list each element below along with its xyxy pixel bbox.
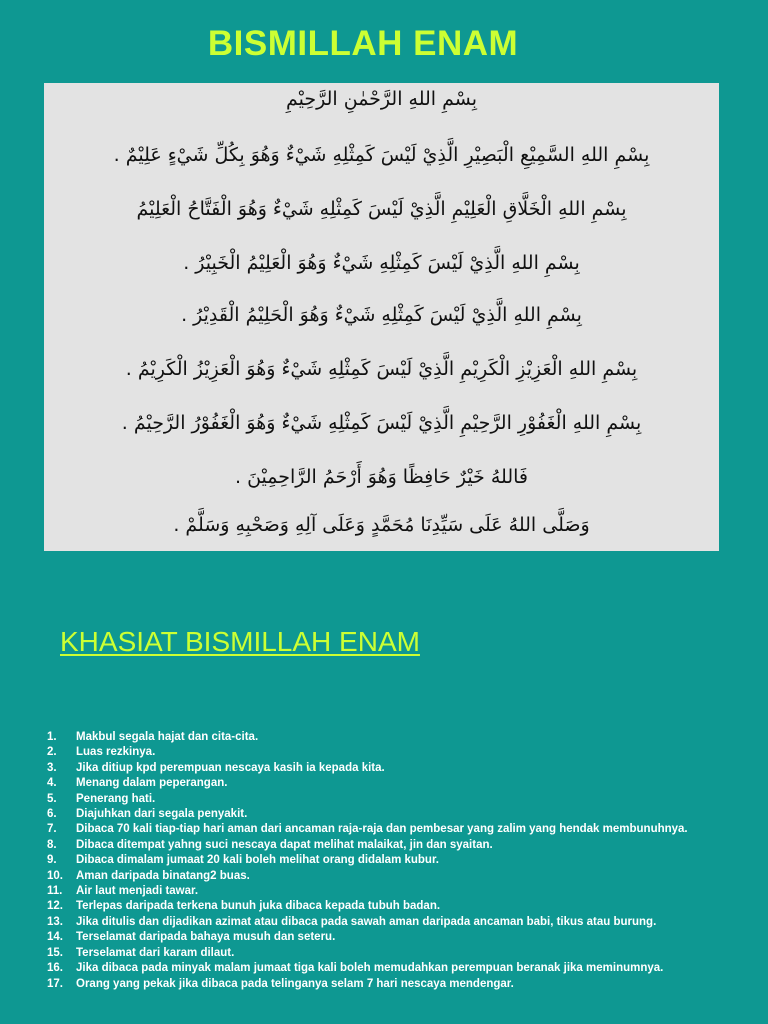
- list-item-text: Dibaca 70 kali tiap-tiap hari aman dari ancaman raja-raja dan pembesar yang zalim yang hendak membunuhnya.: [76, 823, 688, 836]
- list-item-number: 8.: [47, 838, 57, 851]
- arabic-text-box: [44, 83, 719, 551]
- list-item: [0, 930, 768, 945]
- arabic-line-1: بِسْمِ اللهِ السَّمِيْعِ الْبَصِيْرِ الَّذِيْ لَيْسَ كَمِثْلِهِ شَيْءٌ وَهُوَ بِكُلِّ شَيْءٍ عَلِيْمٌ .: [113, 144, 650, 166]
- list-item-number: 15.: [47, 946, 63, 959]
- list-item-number: 3.: [47, 761, 57, 774]
- list-item-text: Jika ditiup kpd perempuan nescaya kasih ia kepada kita.: [76, 761, 385, 774]
- arabic-line-2: بِسْمِ اللهِ الْخَلَّاقِ الْعَلِيْمِ الَّذِيْ لَيْسَ كَمِثْلِهِ شَيْءٌ وَهُوَ الْفَتَّاحُ الْعَلِيْمُ: [136, 198, 627, 220]
- list-item: [0, 961, 768, 976]
- list-item-text: Luas rezkinya.: [76, 746, 156, 759]
- list-item-number: 1.: [47, 731, 57, 743]
- list-item-number: 5.: [47, 792, 57, 805]
- arabic-line-7: فَاللهُ خَيْرٌ حَافِظًا وَهُوَ أَرْحَمُ الرَّاحِمِيْنَ .: [235, 466, 528, 488]
- list-item-text: Aman daripada binatang2 buas.: [76, 869, 250, 882]
- list-item-text: Diajuhkan dari segala penyakit.: [76, 808, 248, 821]
- list-item-number: 9.: [47, 854, 57, 867]
- list-item-number: 14.: [47, 931, 63, 944]
- list-item-text: Terlepas daripada terkena bunuh juka dibaca kepada tubuh badan.: [76, 900, 441, 913]
- list-item: [0, 884, 768, 899]
- arabic-line-3: بِسْمِ اللهِ الَّذِيْ لَيْسَ كَمِثْلِهِ شَيْءٌ وَهُوَ الْعَلِيْمُ الْخَبِيْرُ .: [183, 252, 580, 274]
- list-item: [0, 776, 768, 791]
- list-item-text: Jika ditulis dan dijadikan azimat atau dibaca pada sawah aman daripada ancaman babi, tikus atau burung.: [76, 915, 657, 928]
- arabic-line-basmalah: بِسْمِ اللهِ الرَّحْمٰنِ الرَّحِيْمِ: [286, 88, 477, 110]
- list-item-text: Orang yang pekak jika dibaca pada telinganya selam 7 hari nescaya mendengar.: [76, 977, 514, 990]
- list-item: [0, 807, 768, 822]
- list-item: [0, 745, 768, 760]
- list-item: [0, 946, 768, 961]
- list-item: [0, 822, 768, 837]
- section-subtitle: KHASIAT BISMILLAH ENAM: [60, 626, 420, 657]
- list-item: [0, 915, 768, 930]
- list-item-text: Makbul segala hajat dan cita-cita.: [76, 731, 259, 743]
- list-item-text: Terselamat dari karam dilaut.: [76, 946, 235, 959]
- list-item-number: 17.: [47, 977, 63, 990]
- list-item-text: Air laut menjadi tawar.: [76, 885, 199, 898]
- list-item-number: 12.: [47, 900, 63, 913]
- list-item-text: Menang dalam peperangan.: [76, 777, 228, 790]
- list-item: [0, 869, 768, 884]
- list-item-text: Dibaca ditempat yahng suci nescaya dapat melihat malaikat, jin dan syaitan.: [76, 838, 493, 851]
- list-item-number: 16.: [47, 962, 63, 975]
- list-item: [0, 838, 768, 853]
- list-item-text: Terselamat daripada bahaya musuh dan seteru.: [76, 931, 336, 944]
- list-item: [0, 853, 768, 868]
- list-item: [0, 899, 768, 914]
- list-item-text: Penerang hati.: [76, 792, 156, 805]
- list-item-number: 2.: [47, 746, 57, 759]
- list-item: [0, 730, 768, 745]
- list-item: [0, 792, 768, 807]
- list-item-text: Jika dibaca pada minyak malam jumaat tiga kali boleh memudahkan perempuan beranak jika meminumnya.: [76, 962, 664, 975]
- khasiat-list: [0, 730, 768, 992]
- list-item: [0, 977, 768, 992]
- list-item-number: 10.: [47, 869, 63, 882]
- list-item-number: 4.: [47, 777, 57, 790]
- arabic-line-5: بِسْمِ اللهِ الْعَزِيْزِ الْكَرِيْمِ الَّذِيْ لَيْسَ كَمِثْلِهِ شَيْءٌ وَهُوَ الْعَزِيْزُ الْكَرِيْمُ .: [125, 358, 638, 380]
- list-item-number: 13.: [47, 915, 63, 928]
- page-title: BISMILLAH ENAM: [207, 24, 519, 63]
- list-item-text: Dibaca dimalam jumaat 20 kali boleh melihat orang didalam kubur.: [76, 854, 439, 867]
- list-item-number: 11.: [47, 885, 63, 898]
- arabic-line-8: وَصَلَّى اللهُ عَلَى سَيِّدِنَا مُحَمَّدٍ وَعَلَى آلِهِ وَصَحْبِهِ وَسَلَّمْ .: [173, 514, 590, 536]
- list-item-number: 7.: [47, 823, 57, 836]
- list-item-number: 6.: [47, 808, 57, 821]
- list-item: [0, 761, 768, 776]
- arabic-line-4: بِسْمِ اللهِ الَّذِيْ لَيْسَ كَمِثْلِهِ شَيْءٌ وَهُوَ الْحَلِيْمُ الْقَدِيْرُ .: [181, 304, 582, 326]
- arabic-line-6: بِسْمِ اللهِ الْغَفُوْرِ الرَّحِيْمِ الَّذِيْ لَيْسَ كَمِثْلِهِ شَيْءٌ وَهُوَ الْغَفُوْرُ الرَّحِيْمُ .: [121, 412, 642, 434]
